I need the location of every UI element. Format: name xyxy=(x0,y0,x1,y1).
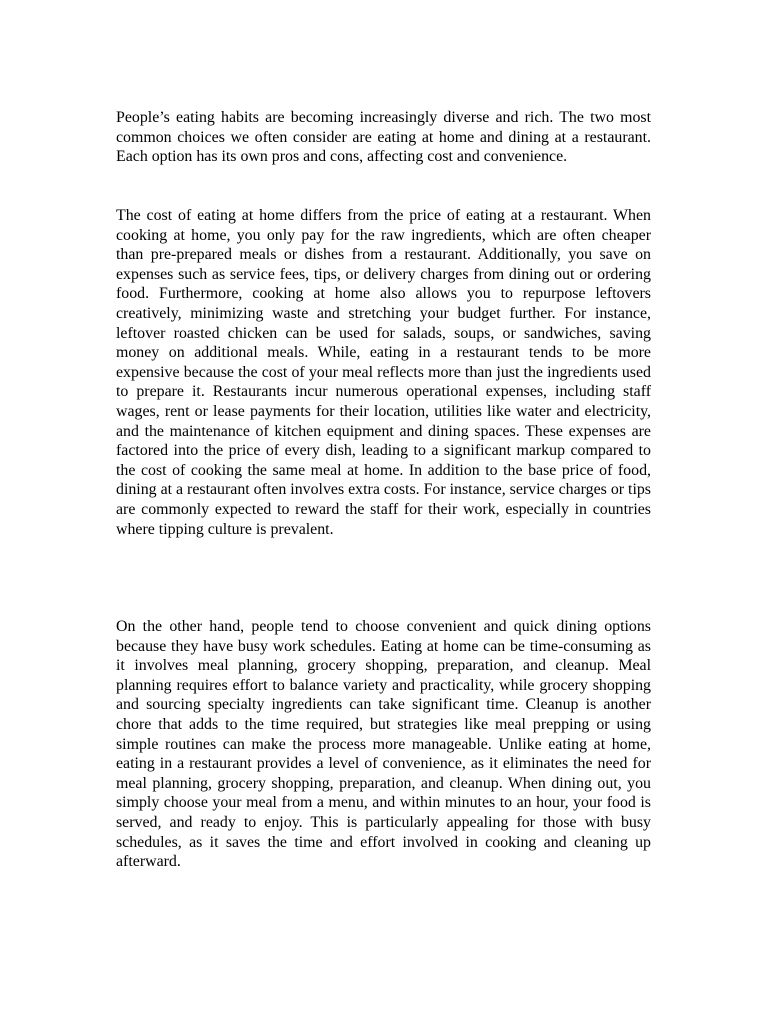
paragraph-cost: The cost of eating at home differs from the price of eating at a restaurant. When cooking at home, you only pay for the raw ingredients, which are often cheaper than pre-prepared meals or dishes from a restaurant. Additionally, you save on expenses such as service fees, tips, or delivery charges from dining out or ordering food. Furthermore, cooking at home also allows you to repurpose leftovers creatively, minimizing waste and stretching your budget further. For instance, leftover roasted chicken can be used for salads, soups, or sandwiches, saving money on additional meals. While, eating in a restaurant tends to be more expensive because the cost of your meal reflects more than just the ingredients used to prepare it. Restaurants incur numerous operational expenses, including staff wages, rent or lease payments for their location, utilities like water and electricity, and the maintenance of kitchen equipment and dining spaces. These expenses are factored into the price of every dish, leading to a significant markup compared to the cost of cooking the same meal at home. In addition to the base price of food, dining at a restaurant often involves extra costs. For instance, service charges or tips are commonly expected to reward the staff for their work, especially in countries where tipping culture is prevalent. xyxy=(116,207,651,538)
paragraph-convenience: On the other hand, people tend to choose convenient and quick dining options because they have busy work schedules. Eating at home can be time-consuming as it involves meal planning, grocery shopping, preparation, and cleanup. Meal planning requires effort to balance variety and practicality, while grocery shopping and sourcing specialty ingredients can take significant time. Cleanup is another chore that adds to the time required, but strategies like meal prepping or using simple routines can make the process more manageable. Unlike eating at home, eating in a restaurant provides a level of convenience, as it eliminates the need for meal planning, grocery shopping, preparation, and cleanup. When dining out, you simply choose your meal from a menu, and within minutes to an hour, your food is served, and ready to enjoy. This is particularly appealing for those with busy schedules, as it saves the time and effort involved in cooking and cleaning up afterward. xyxy=(116,618,651,871)
paragraph-intro: People’s eating habits are becoming increasingly diverse and rich. The two most common choices we often consider are eating at home and dining at a restaurant. Each option has its own pros and cons, affecting cost and convenience. xyxy=(116,109,651,166)
